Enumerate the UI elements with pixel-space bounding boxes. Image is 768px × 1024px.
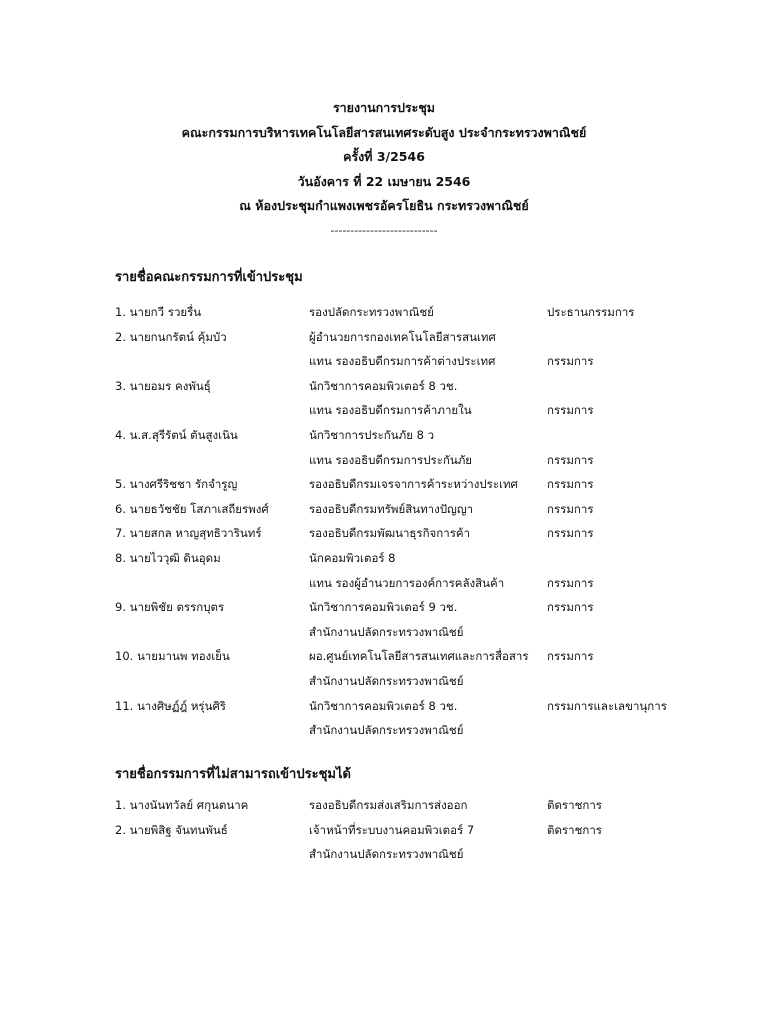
member-role: กรรมการ	[547, 600, 594, 615]
meeting-date: วันอังคาร ที่ 22 เมษายน 2546	[297, 173, 471, 189]
member-role: กรรมการ	[547, 354, 594, 369]
attendees-heading: รายชื่อคณะกรรมการที่เข้าประชุม	[115, 270, 303, 285]
member-role: กรรมการ	[547, 649, 594, 664]
member-name: 4. น.ส.สุรีรัตน์ ตันสูงเนิน	[115, 428, 238, 442]
member-role: กรรมการ	[547, 403, 594, 418]
member-row	[0, 349, 768, 374]
member-row	[0, 325, 768, 350]
member-row	[0, 571, 768, 596]
member-position: รองปลัดกระทรวงพาณิชย์	[309, 305, 434, 319]
member-position: แทน รองอธิบดีกรมการค้าต่างประเทศ	[309, 354, 496, 369]
member-name: 5. นางศรีริชชา รักจำรูญ	[115, 477, 238, 492]
member-role: กรรมการ	[547, 575, 594, 590]
member-position: สำนักงานปลัดกระทรวงพาณิชย์	[309, 723, 464, 738]
member-name: 6. นายธวัชชัย โสภาเสถียรพงศ์	[115, 501, 269, 516]
member-position: รองอธิบดีกรมพัฒนาธุรกิจการค้า	[309, 526, 471, 541]
member-role: ติดราชการ	[547, 822, 602, 837]
member-role: กรรมการ	[547, 477, 594, 492]
member-position: รองอธิบดีกรมเจรจาการค้าระหว่างประเทศ	[309, 477, 518, 492]
member-name: 1. นายกวี รวยรื่น	[115, 305, 202, 319]
member-position: นักวิชาการคอมพิวเตอร์ 8 วช.	[309, 378, 458, 393]
member-name: 2. นายพิสิฐ จันทนพันธ์	[115, 822, 228, 837]
member-row	[0, 595, 768, 620]
member-position: นักวิชาการประกันภัย 8 ว	[309, 428, 435, 442]
member-name: 10. นายมานพ ทองเย็น	[115, 649, 230, 664]
member-row	[0, 546, 768, 571]
member-name: 1. นางนันทวัลย์ ศกุนตนาค	[115, 798, 249, 812]
member-row	[0, 300, 768, 325]
member-position: รองอธิบดีกรมส่งเสริมการส่งออก	[309, 798, 468, 812]
member-name: 7. นายสกล หาญสุทธิวารินทร์	[115, 526, 262, 541]
member-role: กรรมการและเลขานุการ	[547, 698, 667, 713]
member-name: 11. นางศิษฏ์ฎ์ หรุ่นศิริ	[115, 698, 226, 713]
member-position: แทน รองอธิบดีกรมการค้าภายใน	[309, 403, 472, 418]
member-role: ติดราชการ	[547, 798, 602, 812]
member-row	[0, 374, 768, 399]
member-position: ผอ.ศูนย์เทคโนโลยีสารสนเทศและการสื่อสาร	[309, 649, 529, 664]
member-position: เจ้าหน้าที่ระบบงานคอมพิวเตอร์ 7	[309, 822, 475, 837]
member-name: 9. นายพิชัย ตรรกบุตร	[115, 600, 225, 615]
member-row	[0, 497, 768, 522]
meeting-number: ครั้งที่ 3/2546	[343, 149, 425, 164]
member-name: 8. นายไววุฒิ ดินอุดม	[115, 551, 221, 565]
member-role: กรรมการ	[547, 501, 594, 516]
member-position: แทน รองอธิบดีกรมการประกันภัย	[309, 452, 473, 467]
member-role: กรรมการ	[547, 526, 594, 541]
member-row	[0, 669, 768, 694]
report-header	[0, 96, 768, 243]
member-position: นักวิชาการคอมพิวเตอร์ 9 วช.	[309, 600, 458, 615]
member-row	[0, 793, 768, 818]
member-row	[0, 448, 768, 473]
member-row	[0, 842, 768, 867]
member-position: นักคอมพิวเตอร์ 8	[309, 551, 396, 565]
member-row	[0, 718, 768, 743]
member-row	[0, 472, 768, 497]
member-name: 3. นายอมร คงพันธุ์	[115, 378, 211, 393]
member-row	[0, 644, 768, 669]
member-position: สำนักงานปลัดกระทรวงพาณิชย์	[309, 674, 464, 688]
member-role: ประธานกรรมการ	[547, 305, 635, 319]
member-row	[0, 398, 768, 423]
member-position: สำนักงานปลัดกระทรวงพาณิชย์	[309, 847, 464, 861]
meeting-location: ณ ห้องประชุมกำแพงเพชรอัครโยธิน กระทรวงพาณิชย์	[239, 198, 529, 213]
member-position: แทน รองผู้อำนวยการองค์การคลังสินค้า	[309, 575, 505, 590]
member-position: นักวิชาการคอมพิวเตอร์ 8 วช.	[309, 698, 458, 713]
report-title: รายงานการประชุม	[332, 100, 436, 115]
member-name: 2. นายกนกรัตน์ คุ้มบัว	[115, 329, 227, 344]
header-divider: ---------------------------	[330, 223, 438, 237]
member-row	[0, 423, 768, 448]
member-position: ผู้อำนวยการกองเทคโนโลยีสารสนเทศ	[309, 329, 496, 344]
member-row	[0, 620, 768, 645]
absentees-heading: รายชื่อกรรมการที่ไม่สามารถเข้าประชุมได้	[115, 767, 351, 782]
member-row	[0, 521, 768, 546]
member-position: รองอธิบดีกรมทรัพย์สินทางปัญญา	[309, 501, 474, 516]
member-row	[0, 694, 768, 719]
member-position: สำนักงานปลัดกระทรวงพาณิชย์	[309, 624, 464, 639]
member-role: กรรมการ	[547, 452, 594, 467]
committee-name: คณะกรรมการบริหารเทคโนโลยีสารสนเทศระดับสูง ประจำกระทรวงพาณิชย์	[181, 124, 587, 140]
member-row	[0, 818, 768, 843]
